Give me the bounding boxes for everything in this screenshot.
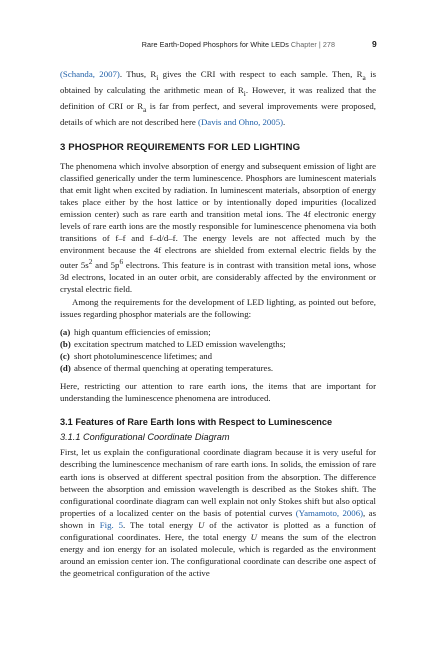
figure-link[interactable]: Fig. 5 (99, 519, 124, 530)
subsubsection-heading: 3.1.1 Configurational Coordinate Diagram (60, 432, 230, 443)
body-paragraph: Here, restricting our attention to rare earth ions, the items that are important for understanding the luminescence phenomena are introduced. (60, 381, 376, 404)
body-paragraph: Among the requirements for the development of LED lighting, as pointed out before, issues regarding phosphor materials are the following: (60, 296, 376, 319)
body-paragraph: First, let us explain the configurational coordinate diagram because it is very useful for describing the luminescence mechanism of rare earth ions. In solids, the emission of rare earth ions is observed at different spectral position from the absorption. The difference between the absorption and emission wavelength is described as the Stokes shift. The configurational coordinate diagram can well explain not only Stokes shift but also optical properties of a localized center on the basis of potential curves (Yamamoto, 2006), as shown in Fig. 5. The total energy U of the activator is plotted as a function of configurational coordinates. Here, the total energy U means the sum of the electron energy and ion energy for an isolated molecule, which is regarded as the environment around an emission center ion. The configurational coordinate can describe one aspect of the geometrical configuration of the active (60, 447, 377, 579)
section-heading: 3 PHOSPHOR REQUIREMENTS FOR LED LIGHTING (60, 141, 301, 153)
list-item: (b) excitation spectrum matched to LED emission wavelengths; (60, 338, 286, 349)
body-paragraph: The phenomena which involve absorption of energy and subsequent emission of light are classified generically under the term luminescence. Phosphors are luminescent materials that emit light when excited by radiation. In luminescent materials, absorption of energy takes place either by the host lattice or by intentionally doped impurities (localized emission center) such as rare earth and transition metal ions. The 4f electronic energy levels of rare earth ions are the mostly responsible for luminescence phenomena via both transitions of f–f and f–d/d–f. The energy levels are not affected much by the environment because the 4f electrons are shielded from external electric fields by the outer $5s^2$ and $5p^6$ electrons. This feature is in contrast with transition metal ions, whose 3d electrons, located in an outer orbit, are considerably affected by the environment or crystal electric field. (60, 160, 377, 295)
citation-link[interactable]: (Yamamoto, 2006) (295, 507, 364, 518)
requirements-list (60, 326, 376, 374)
page-number: 9 (372, 39, 377, 49)
page-header (0, 40, 432, 54)
citation-link[interactable]: (Davis and Ohno, 2005) (198, 116, 284, 127)
running-title-text: Rare Earth-Doped Phosphors for White LEDs (141, 40, 289, 49)
citation-link[interactable]: (Schanda, 2007) (60, 69, 120, 79)
page-body (60, 68, 376, 579)
intro-paragraph: (Schanda, 2007). Thus, $R_i$ gives the CRI with respect to each sample. Then, $R_a$ is obtained by calculating the arithmetic mean of $R_i$. However, it was realized that the definition of CRI or $R_a$ is far from perfect, and several improvements were proposed, details of which are not described here (Davis and Ohno, 2005). (60, 69, 377, 127)
list-item: (c) short photoluminescence lifetimes; and (60, 350, 213, 361)
list-item: (a) high quantum efficiencies of emission; (60, 326, 211, 337)
chapter-label: Chapter | 278 (290, 40, 335, 49)
running-title (142, 40, 335, 49)
list-item: (d) absence of thermal quenching at operating temperatures. (60, 363, 274, 374)
subsection-heading: 3.1 Features of Rare Earth Ions with Respect to Luminescence (60, 417, 333, 428)
